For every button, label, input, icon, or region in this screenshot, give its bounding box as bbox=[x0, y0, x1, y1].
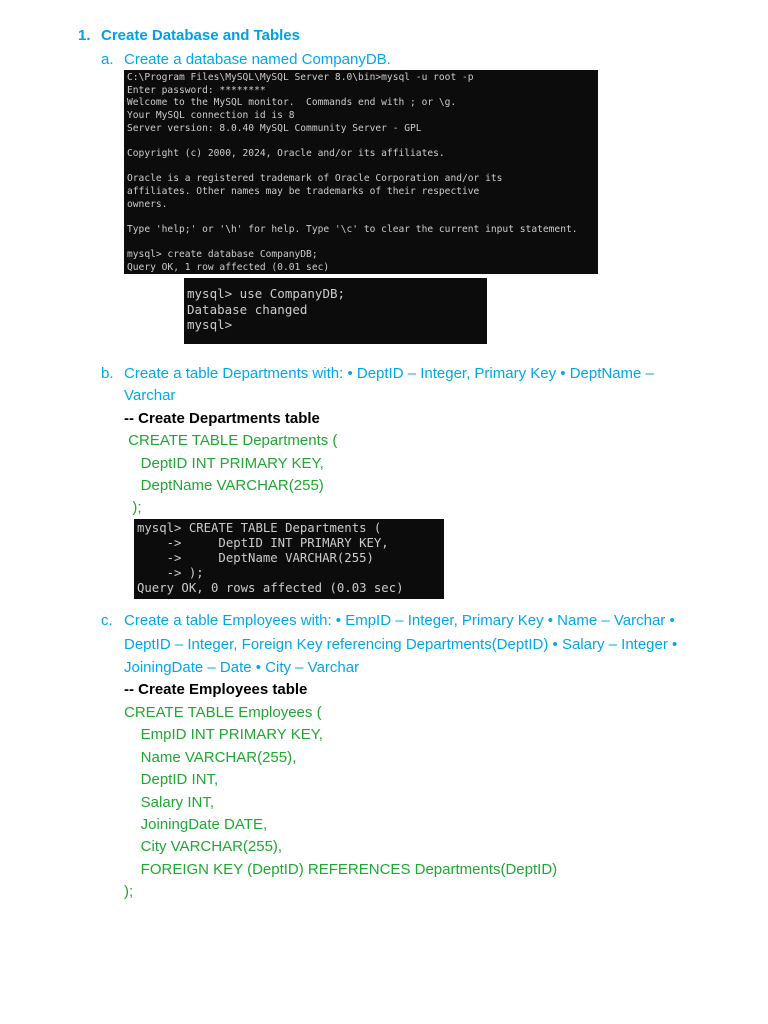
item-c-code-line: FOREIGN KEY (DeptID) REFERENCES Departments(DeptID) bbox=[124, 861, 558, 878]
terminal-line: mysql> create database CompanyDB; bbox=[127, 249, 318, 261]
terminal-line: Copyright (c) 2000, 2024, Oracle and/or its affiliates. bbox=[127, 147, 445, 159]
terminal-line bbox=[127, 237, 598, 250]
item-b-code-line: ); bbox=[124, 499, 142, 516]
item-a-marker: a. bbox=[101, 51, 114, 68]
item-c-text-line2: DeptID – Integer, Foreign Key referencing Departments(DeptID) • Salary – Integer • bbox=[124, 636, 678, 653]
terminal-line: Query OK, 1 row affected (0.01 sec) bbox=[127, 261, 330, 273]
item-b-code-line: CREATE TABLE Departments ( bbox=[124, 432, 338, 449]
item-b-text-line2: Varchar bbox=[124, 387, 176, 404]
item-b-code-line: DeptID INT PRIMARY KEY, bbox=[124, 455, 324, 472]
item-b-marker: b. bbox=[101, 365, 114, 382]
section-title: Create Database and Tables bbox=[101, 27, 300, 44]
terminal-line: mysql> CREATE TABLE Departments ( bbox=[137, 521, 382, 535]
terminal-line: Oracle is a registered trademark of Oracle Corporation and/or its bbox=[127, 173, 503, 185]
terminal-line: -> DeptID INT PRIMARY KEY, bbox=[137, 536, 389, 550]
item-b-comment: -- Create Departments table bbox=[124, 410, 320, 427]
terminal-line: Welcome to the MySQL monitor. Commands end with ; or \g. bbox=[127, 97, 457, 109]
item-b-code-line: DeptName VARCHAR(255) bbox=[124, 477, 324, 494]
terminal-line: Database changed bbox=[187, 301, 308, 317]
item-c-code-line: City VARCHAR(255), bbox=[124, 838, 283, 855]
terminal-line: Query OK, 0 rows affected (0.03 sec) bbox=[137, 581, 404, 595]
terminal-line: affiliates. Other names may be trademarks of their respective bbox=[127, 185, 480, 197]
section-number: 1. bbox=[78, 27, 91, 44]
terminal-line bbox=[127, 161, 598, 174]
item-c-marker: c. bbox=[101, 612, 113, 629]
item-c-code-line: DeptID INT, bbox=[124, 771, 219, 788]
item-c-comment: -- Create Employees table bbox=[124, 681, 308, 698]
terminal-line: mysql> bbox=[187, 317, 233, 332]
item-c-code-line: Salary INT, bbox=[124, 794, 215, 811]
item-c-text-line1: Create a table Employees with: • EmpID – Integer, Primary Key • Name – Varchar • bbox=[124, 612, 675, 629]
item-c-code-line: ); bbox=[124, 883, 134, 900]
item-b-text-line1: Create a table Departments with: • DeptID – Integer, Primary Key • DeptName – bbox=[124, 365, 654, 382]
item-c-text-line3: JoiningDate – Date • City – Varchar bbox=[124, 659, 360, 676]
terminal-line: owners. bbox=[127, 198, 168, 210]
terminal-line: Your MySQL connection id is 8 bbox=[127, 109, 295, 121]
terminal-screenshot-login bbox=[124, 70, 598, 274]
terminal-screenshot-use-db bbox=[184, 278, 487, 344]
item-c-code-line: EmpID INT PRIMARY KEY, bbox=[124, 726, 323, 743]
terminal-line: Type 'help;' or '\h' for help. Type '\c' to clear the current input statement. bbox=[127, 223, 578, 235]
terminal-line bbox=[127, 135, 598, 148]
item-c-code-line: JoiningDate DATE, bbox=[124, 816, 268, 833]
terminal-line: Server version: 8.0.40 MySQL Community Server - GPL bbox=[127, 122, 422, 134]
terminal-line: C:\Program Files\MySQL\MySQL Server 8.0\bin>mysql -u root -p bbox=[127, 72, 474, 83]
terminal-line: Enter password: ******** bbox=[127, 84, 266, 96]
terminal-line: -> DeptName VARCHAR(255) bbox=[137, 551, 374, 565]
terminal-line: -> ); bbox=[137, 566, 204, 580]
terminal-screenshot-create-departments bbox=[134, 519, 444, 599]
item-c-code-line: Name VARCHAR(255), bbox=[124, 749, 297, 766]
item-c-code-line: CREATE TABLE Employees ( bbox=[124, 704, 322, 721]
item-a-text: Create a database named CompanyDB. bbox=[124, 51, 391, 68]
terminal-line: mysql> use CompanyDB; bbox=[187, 286, 346, 301]
terminal-line bbox=[127, 211, 598, 224]
